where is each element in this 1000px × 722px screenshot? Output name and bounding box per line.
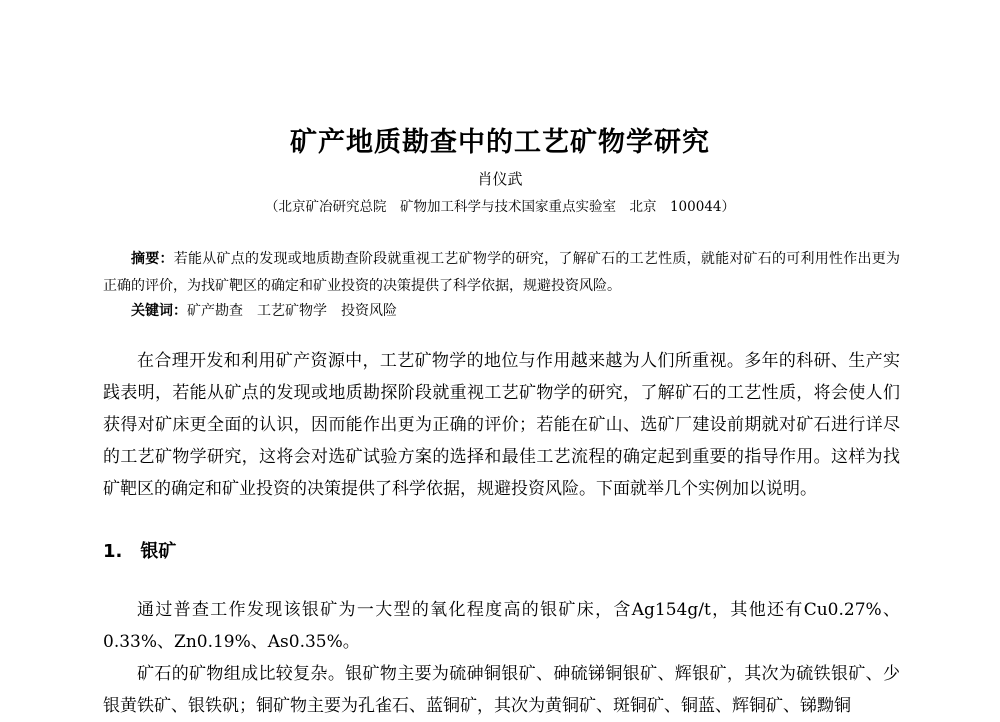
abstract bbox=[103, 246, 900, 300]
author-name: 肖仪武 bbox=[477, 170, 523, 188]
keywords-label: 关键词： bbox=[131, 303, 187, 319]
author-affiliation: （北京矿冶研究总院 矿物加工科学与技术国家重点实验室 北京 100044） bbox=[264, 199, 736, 215]
paper-title: 矿产地质勘查中的工艺矿物学研究 bbox=[290, 127, 710, 158]
abstract-label: 摘要： bbox=[131, 251, 174, 267]
keywords bbox=[131, 299, 891, 323]
section1-paragraph-1: 通过普查工作发现该银矿为一大型的氧化程度高的银矿床，含Ag154g/t，其他还有Cu0.27%、0.33%、Zn0.19%、As0.35%。 bbox=[103, 600, 900, 652]
section-heading-silver: 1. 银矿 bbox=[103, 541, 177, 562]
section1-paragraph-2: 矿石的矿物组成比较复杂。银矿物主要为硫砷铜银矿、砷硫锑铜银矿、辉银矿，其次为硫铁银矿、少银黄铁矿、银铁矾；铜矿物主要为孔雀石、蓝铜矿，其次为黄铜矿、斑铜矿、铜蓝、辉铜矿、锑黝铜 bbox=[103, 664, 900, 716]
keywords-text: 矿产勘查 工艺矿物学 投资风险 bbox=[187, 303, 397, 319]
intro-paragraph: 在合理开发和利用矿产资源中，工艺矿物学的地位与作用越来越为人们所重视。多年的科研、生产实践表明，若能从矿点的发现或地质勘探阶段就重视工艺矿物学的研究，了解矿石的工艺性质，将会使人们获得对矿床更全面的认识，因而能作出更为正确的评价；若能在矿山、选矿厂建设前期就对矿石进行详尽的工艺矿物学研究，这将会对选矿试验方案的选择和最佳工艺流程的确定起到重要的指导作用。这样为找矿靶区的确定和矿业投资的决策提供了科学依据，规避投资风险。下面就举几个实例加以说明。 bbox=[103, 351, 900, 499]
abstract-text: 若能从矿点的发现或地质勘查阶段就重视工艺矿物学的研究，了解矿石的工艺性质，就能对矿石的可利用性作出更为正确的评价，为找矿靶区的确定和矿业投资的决策提供了科学依据，规避投资风险。 bbox=[103, 251, 901, 294]
